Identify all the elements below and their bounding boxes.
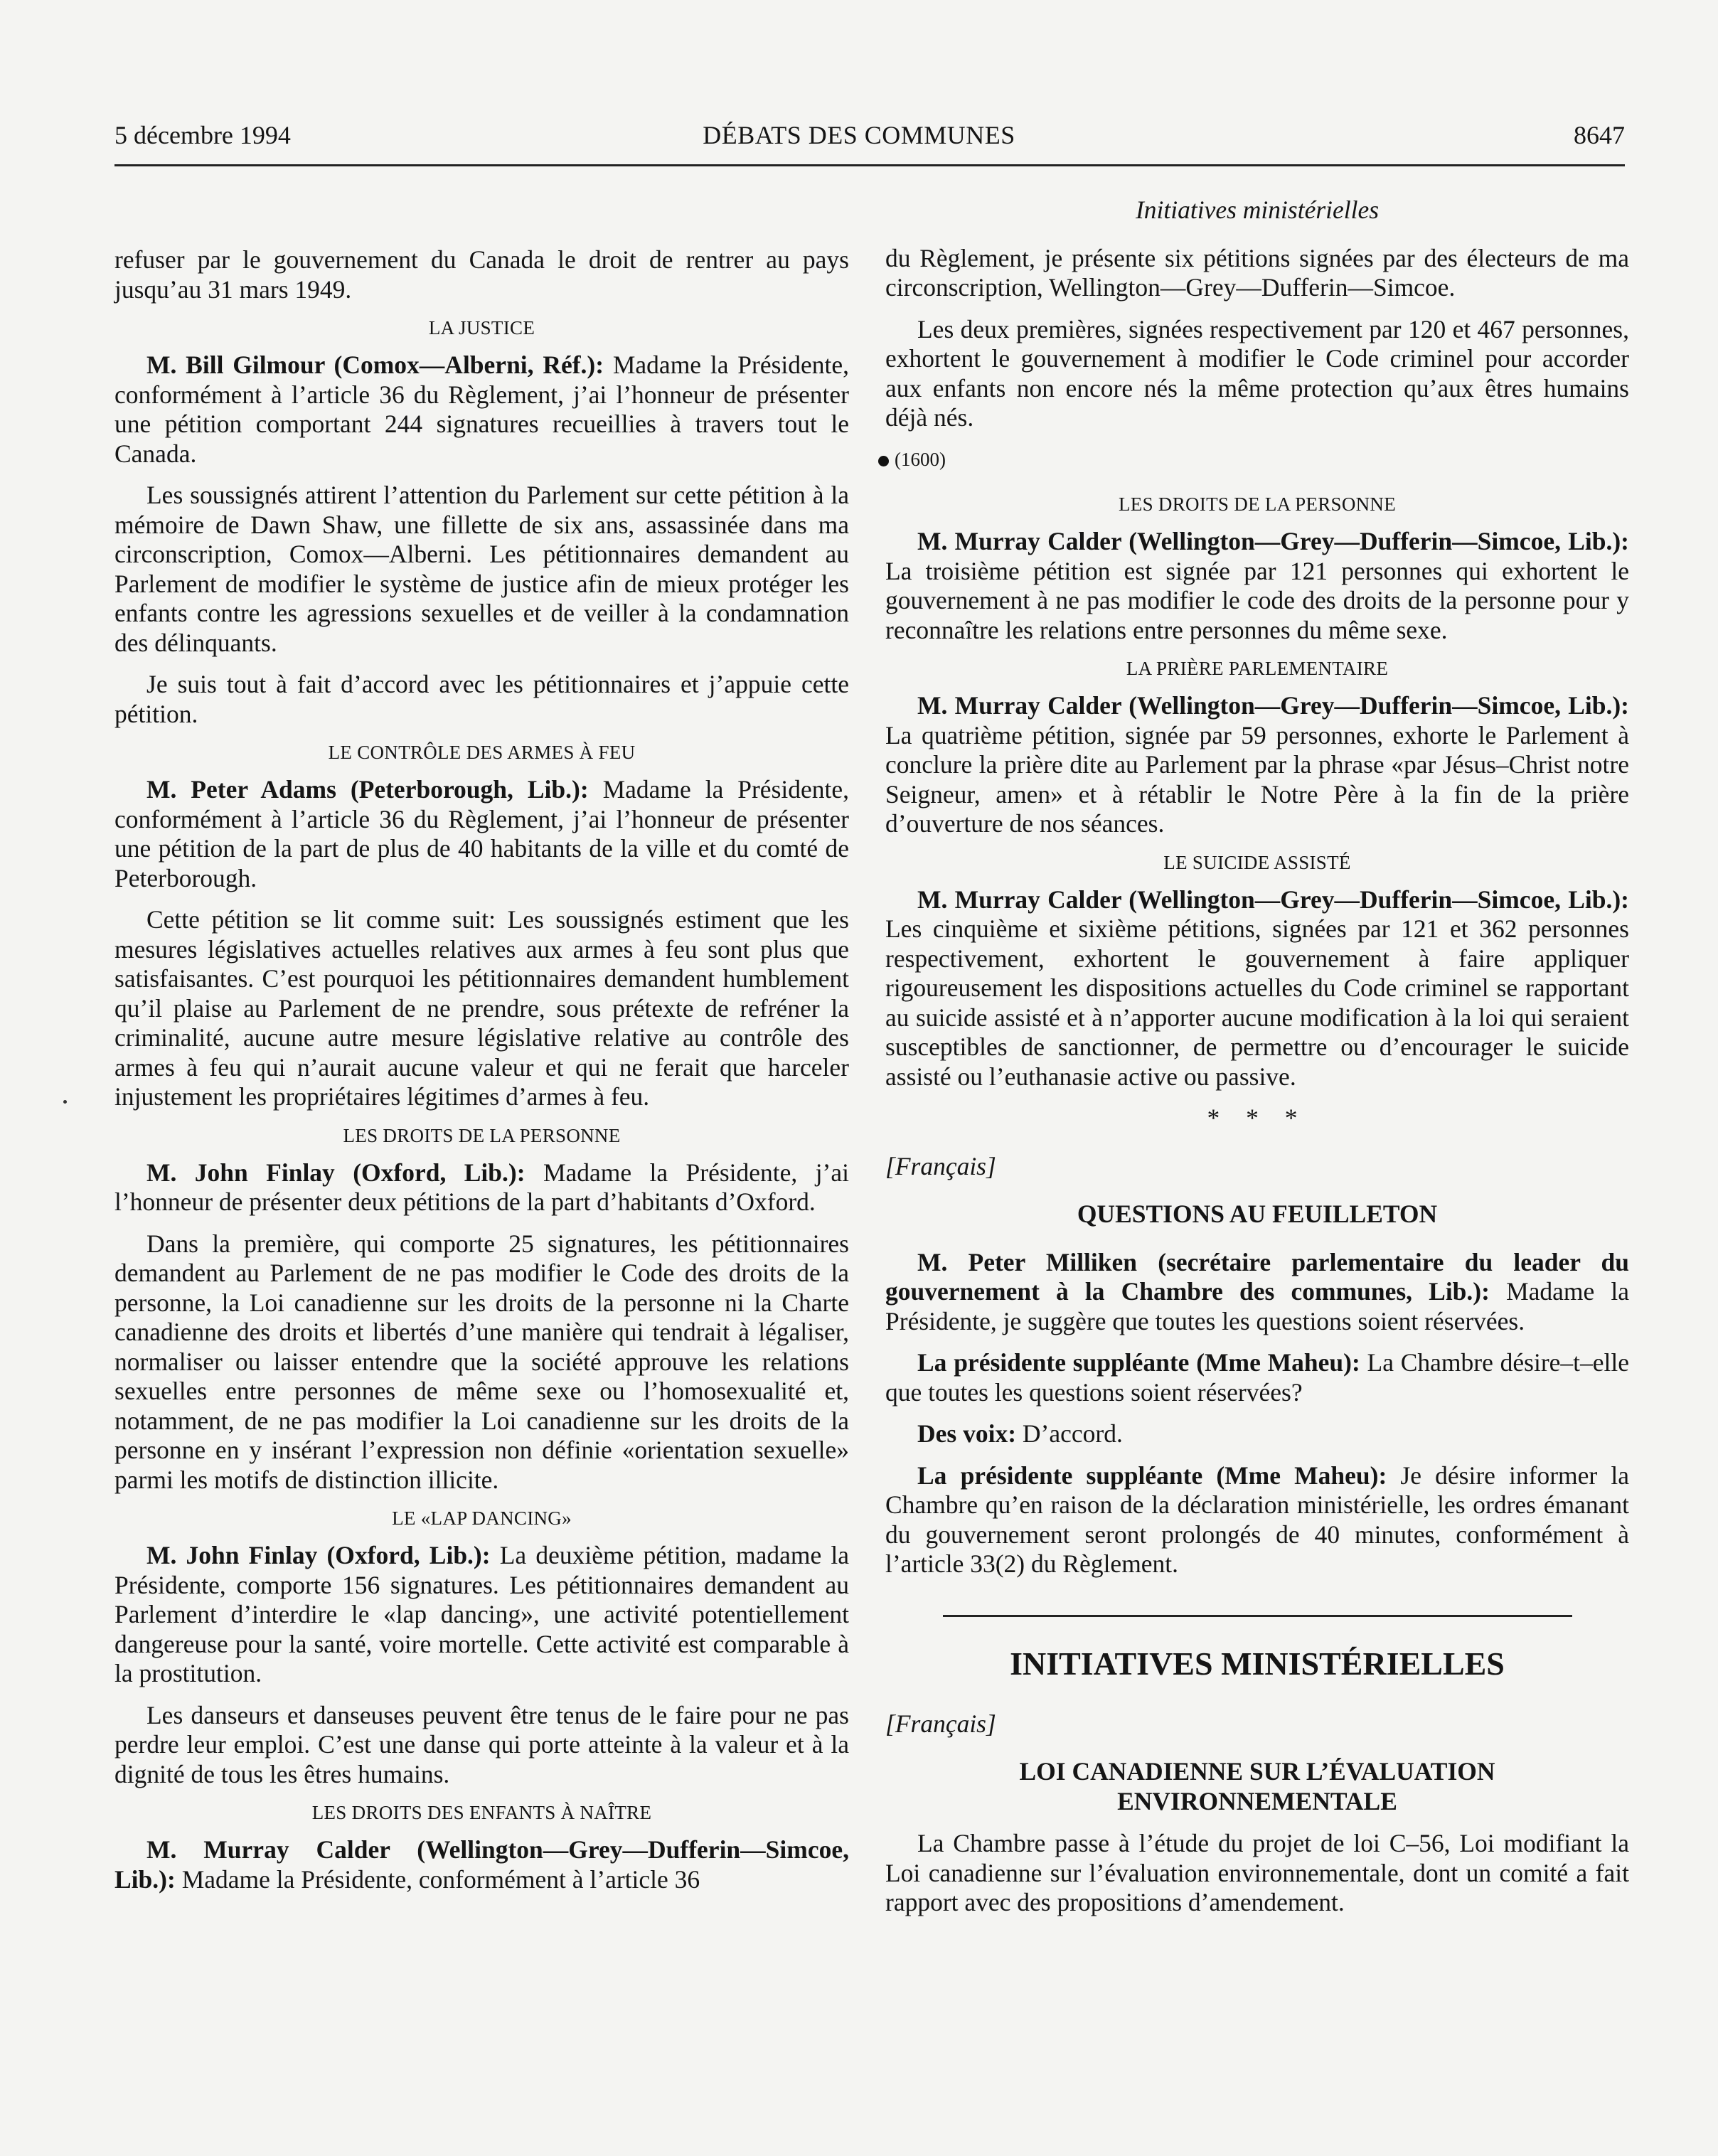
subheading: LES DROITS DE LA PERSONNE bbox=[1118, 493, 1397, 515]
subheading: LA PRIÈRE PARLEMENTAIRE bbox=[1126, 658, 1389, 679]
running-head: Initiatives ministérielles bbox=[1135, 196, 1380, 224]
page-number: 8647 bbox=[1574, 121, 1625, 149]
paragraph bbox=[114, 1835, 849, 1894]
paragraph: Les deux premières, signées respectivement par 120 et 467 personnes, exhortent le gouvernement à modifier le Code criminel pour accorder aux enfants non encore nés la même protection qu’aux êtres humains déjà nés. bbox=[885, 314, 1629, 432]
speaker: Des voix: bbox=[917, 1419, 1017, 1448]
paragraph bbox=[885, 691, 1629, 839]
speaker: M. Peter Adams (Peterborough, Lib.): bbox=[146, 775, 589, 804]
speech-text: Madame la Présidente, j’ai l’honneur de présenter deux pétitions de la part d’habitants d’Oxford. bbox=[114, 1158, 849, 1216]
speech-text: D’accord. bbox=[1016, 1419, 1123, 1448]
bill-heading: LOI CANADIENNE SUR L’ÉVALUATION ENVIRONNEMENTALE bbox=[1019, 1757, 1495, 1815]
paragraph: La Chambre passe à l’étude du projet de loi C–56, Loi modifiant la Loi canadienne sur l’évaluation environnementale, dont un comité a fait rapport avec des propositions d’amendement. bbox=[885, 1829, 1629, 1916]
speech-text: La quatrième pétition, signée par 59 personnes, exhorte le Parlement à conclure la prière dite au Parlement par la phrase «par Jésus–Christ notre Seigneur, amen» et à rétablir le Notre Père à la fin de la prière d’ouverture de nos séances. bbox=[885, 720, 1629, 838]
paragraph bbox=[885, 885, 1629, 1092]
paragraph: Les danseurs et danseuses peuvent être tenus de le faire pour ne pas perdre leur emploi. C’est une danse qui porte atteinte à la valeur et à la dignité de tous les êtres humains. bbox=[114, 1700, 849, 1788]
speech-text: Je désire informer la Chambre qu’en raison de la déclaration ministérielle, les ordres émanant du gouvernement seront prolongés de 40 minutes, conformément à l’article 33(2) du Règlement. bbox=[885, 1461, 1629, 1578]
speech-text: Madame la Présidente, conformément à l’article 36 du Règlement, j’ai l’honneur de présenter une pétition de la part de plus de 40 habitants de la ville et du comté de Peterborough. bbox=[114, 775, 849, 892]
header-rule bbox=[114, 164, 1625, 166]
paragraph bbox=[114, 775, 849, 893]
page-date: 5 décembre 1994 bbox=[114, 121, 291, 149]
paragraph bbox=[114, 351, 849, 469]
speaker: M. Murray Calder (Wellington—Grey—Dufferin—Simcoe, Lib.): bbox=[917, 691, 1629, 720]
section-separator: * * * bbox=[1207, 1104, 1308, 1132]
subheading: LES DROITS DES ENFANTS À NAÎTRE bbox=[311, 1802, 652, 1823]
time-marker bbox=[878, 445, 1629, 475]
speaker: M. Bill Gilmour (Comox—Alberni, Réf.): bbox=[146, 351, 604, 379]
subheading: LE «LAP DANCING» bbox=[392, 1507, 572, 1529]
speaker: M. John Finlay (Oxford, Lib.): bbox=[146, 1541, 491, 1569]
publication-title: DÉBATS DES COMMUNES bbox=[703, 121, 1015, 149]
speech-text: La Chambre désire–t–elle que toutes les questions soient réservées? bbox=[885, 1348, 1629, 1407]
paragraph bbox=[114, 1541, 849, 1689]
section-rule bbox=[943, 1615, 1572, 1617]
paragraph: Dans la première, qui comporte 25 signatures, les pétitionnaires demandent au Parlement de ne pas modifier le Code des droits de la personne, la Loi canadienne sur les droits de la personne ni la Charte canadienne des droits et libertés d’une manière qui tendrait à légaliser, normaliser ou laisser entendre que la société approuve les relations sexuelles entre personnes de même sexe ou l’homosexualité et, notamment, de ne pas modifier la Loi canadienne sur les droits de la personne en y insérant l’expression non définie «orientation sexuelle» parmi les motifs de distinction illicite. bbox=[114, 1229, 849, 1494]
paragraph bbox=[885, 1461, 1629, 1579]
subheading: LE SUICIDE ASSISTÉ bbox=[1163, 851, 1351, 873]
language-tag: [Français] bbox=[885, 1709, 996, 1738]
language-tag: [Français] bbox=[885, 1151, 996, 1180]
speech-text: La deuxième pétition, madame la Présidente, comporte 156 signatures. Les pétitionnaires demandent au Parlement d’interdire le «lap dancing», une activité potentiellement dangereuse pour la santé, voire mortelle. Cette activité est comparable à la prostitution. bbox=[114, 1541, 849, 1687]
paragraph bbox=[885, 1419, 1629, 1449]
time-stamp: (1600) bbox=[895, 448, 946, 470]
section-title: INITIATIVES MINISTÉRIELLES bbox=[1010, 1645, 1505, 1682]
speech-text: Madame la Présidente, conformément à l’article 36 bbox=[175, 1864, 700, 1894]
paragraph bbox=[885, 527, 1629, 645]
paragraph bbox=[885, 1348, 1629, 1407]
paragraph: Les soussignés attirent l’attention du Parlement sur cette pétition à la mémoire de Dawn Shaw, une fillette de six ans, assassinée dans ma circonscription, Comox—Alberni. Les pétitionnaires demandent au Parlement de modifier le système de justice afin de mieux protéger les enfants contre les agressions sexuelles et de veiller à la condamnation des délinquants. bbox=[114, 481, 849, 657]
left-column bbox=[114, 196, 849, 1906]
paragraph: Je suis tout à fait d’accord avec les pétitionnaires et j’appuie cette pétition. bbox=[114, 670, 849, 728]
paragraph bbox=[114, 1158, 849, 1217]
speaker: M. Murray Calder (Wellington—Grey—Dufferin—Simcoe, Lib.): bbox=[114, 1835, 849, 1894]
subheading: LE CONTRÔLE DES ARMES À FEU bbox=[328, 742, 636, 763]
section-heading: QUESTIONS AU FEUILLETON bbox=[1077, 1200, 1438, 1228]
speaker: M. Murray Calder (Wellington—Grey—Dufferin—Simcoe, Lib.): bbox=[917, 885, 1629, 914]
paragraph: refuser par le gouvernement du Canada le droit de rentrer au pays jusqu’au 31 mars 1949. bbox=[114, 245, 849, 304]
margin-mark bbox=[63, 1100, 67, 1104]
paragraph: du Règlement, je présente six pétitions signées par des électeurs de ma circonscription, Wellington—Grey—Dufferin—Simcoe. bbox=[885, 243, 1629, 301]
speech-text: Madame la Présidente, conformément à l’article 36 du Règlement, j’ai l’honneur de présenter une pétition comportant 244 signatures recueillies à travers tout le Canada. bbox=[114, 351, 850, 468]
speaker: La présidente suppléante (Mme Maheu): bbox=[917, 1348, 1360, 1377]
speaker: La présidente suppléante (Mme Maheu): bbox=[917, 1461, 1387, 1490]
speaker: M. Murray Calder (Wellington—Grey—Dufferin—Simcoe, Lib.): bbox=[917, 527, 1629, 555]
speech-text: La troisième pétition est signée par 121 personnes qui exhortent le gouvernement à ne pas modifier le code des droits de la personne pour y reconnaître les relations entre personnes du même sexe. bbox=[885, 556, 1629, 644]
right-column bbox=[885, 196, 1629, 1930]
speaker: M. John Finlay (Oxford, Lib.): bbox=[146, 1158, 525, 1187]
speaker: M. Peter Milliken (secrétaire parlementaire du leader du gouvernement à la Chambre des communes, Lib.): bbox=[885, 1247, 1629, 1306]
subheading: LA JUSTICE bbox=[428, 317, 535, 338]
subheading: LES DROITS DE LA PERSONNE bbox=[343, 1124, 621, 1146]
speech-text: Les cinquième et sixième pétitions, signées par 121 et 362 personnes respectivement, exhortent le gouvernement à faire appliquer rigoureusement les dispositions actuelles du Code criminel se rapportant au suicide assisté et à n’apporter aucune modification à la loi qui seraient susceptibles de sanctionner, de permettre ou d’encourager le suicide assisté ou l’euthanasie active ou passive. bbox=[885, 914, 1629, 1091]
speech-text: Madame la Présidente, je suggère que toutes les questions soient réservées. bbox=[885, 1277, 1629, 1335]
bullet-icon bbox=[878, 456, 889, 466]
paragraph bbox=[885, 1248, 1629, 1337]
paragraph: Cette pétition se lit comme suit: Les soussignés estiment que les mesures législatives actuelles relatives aux armes à feu sont plus que satisfaisantes. C’est pourquoi les pétitionnaires demandent humblement qu’il plaise au Parlement de ne prendre, sous prétexte de refréner la criminalité, aucune autre mesure législative relative au contrôle des armes à feu qui n’aurait aucune valeur et qui ne ferait que harceler injustement les propriétaires légitimes d’armes à feu. bbox=[114, 905, 849, 1111]
